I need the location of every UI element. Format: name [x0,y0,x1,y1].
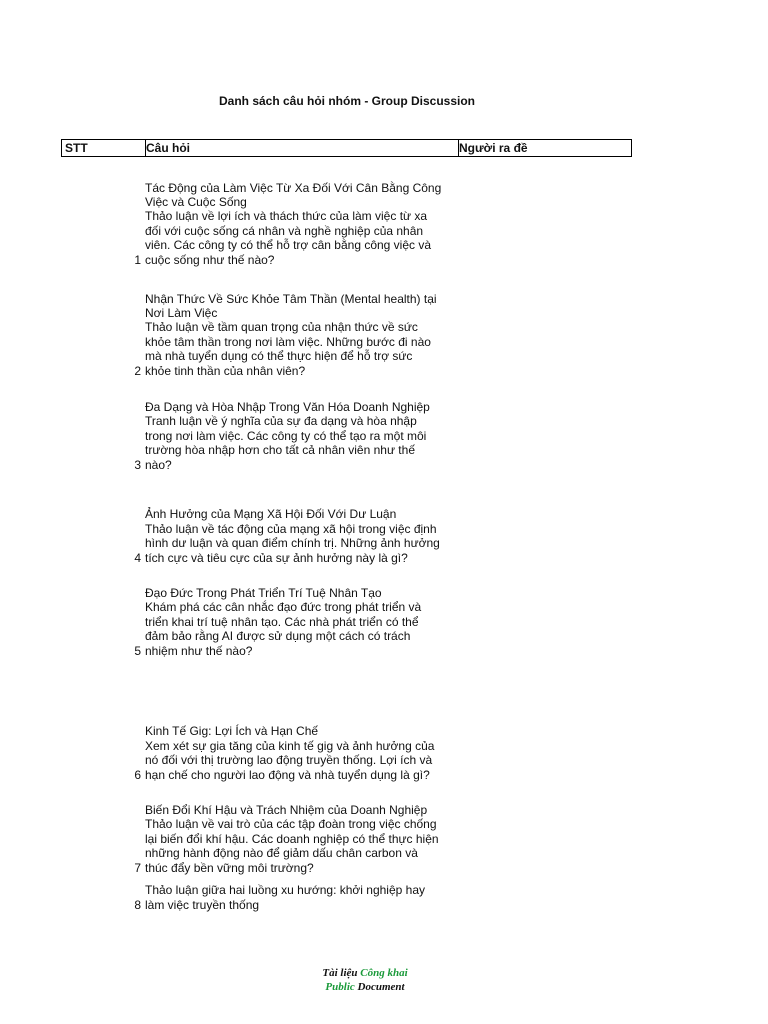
stamp-line-vi [300,966,430,980]
row-number: 6 [134,767,141,782]
question-text: Thảo luận giữa hai luồng xu hướng: khởi nghiệp hay làm việc truyền thống [145,883,425,912]
table-row [61,291,461,378]
row-number: 4 [134,550,141,565]
header-author: Người ra đề [459,141,528,155]
header-question: Câu hỏi [143,140,459,156]
row-number: 2 [134,363,141,378]
row-number: 5 [134,643,141,658]
stamp-text: Document [354,981,405,993]
question-text: Biến Đổi Khí Hậu và Trách Nhiệm của Doanh Nghiệp Thảo luận về vai trò của các tập đoàn trong việc chống lại biến đổi khí hậu. Các doanh nghiệp có thể thực hiện những hành động nào để giảm dấu chân carbon và thúc đẩy bền vững môi trường? [145,802,439,875]
table-row [61,882,461,912]
question-text: Ảnh Hưởng của Mạng Xã Hội Đối Với Dư Luận Thảo luận về tác động của mạng xã hội trong việc định hình dư luận và quan điểm chính trị. Những ảnh hưởng tích cực và tiêu cực của sự ảnh hưởng này là gì? [145,507,440,565]
page-title: Danh sách câu hỏi nhóm - Group Discussion [218,94,476,108]
row-number: 1 [134,252,141,267]
row-number: 3 [134,457,141,472]
stamp-line-en [300,980,430,994]
stamp-text-green: Công khai [360,967,408,979]
question-text: Đa Dạng và Hòa Nhập Trong Văn Hóa Doanh Nghiệp Tranh luận về ý nghĩa của sự đa dạng và hòa nhập trong nơi làm việc. Các công ty có thể tạo ra một môi trường hòa nhập hơn cho tất cả nhân viên như thế nào? [145,399,430,472]
table-row [61,506,461,565]
table-row [61,802,461,875]
stamp-text-green: Public [325,981,355,993]
header-stt: STT [62,140,146,156]
question-text: Kinh Tế Gig: Lợi Ích và Hạn Chế Xem xét sự gia tăng của kinh tế gig và ảnh hưởng của nó đối với thị trường lao động truyền thống. Lợi ích và hạn chế cho người lao động và nhà tuyển dụng là gì? [145,724,435,782]
table-row [61,399,461,472]
table-header [61,139,632,157]
table-row [61,180,461,267]
row-number: 8 [134,897,141,912]
table-row [61,585,461,658]
question-text: Nhận Thức Về Sức Khỏe Tâm Thần (Mental health) tại Nơi Làm Việc Thảo luận về tầm quan trọng của nhận thức về sức khỏe tâm thần trong nơi làm việc. Những bước đi nào mà nhà tuyển dụng có thể thực hiện để hỗ trợ sức khỏe tinh thần của nhân viên? [145,291,437,378]
public-document-stamp [300,966,430,994]
row-number: 7 [134,860,141,875]
table-row [61,723,461,782]
stamp-text: Tài liệu [322,967,361,979]
question-text: Tác Động của Làm Việc Từ Xa Đối Với Cân Bằng Công Việc và Cuộc Sống Thảo luận về lợi ích và thách thức của làm việc từ xa đối với cuộc sống cá nhân và nghề nghiệp của nhân viên. Các công ty có thể hỗ trợ cân bằng công việc và cuộc sống như thế nào? [145,180,442,267]
question-text: Đạo Đức Trong Phát Triển Trí Tuệ Nhân Tạo Khám phá các cân nhắc đạo đức trong phát triển và triển khai trí tuệ nhân tạo. Các nhà phát triển có thể đảm bảo rằng AI được sử dụng một cách có trách nhiệm như thế nào? [145,585,422,658]
